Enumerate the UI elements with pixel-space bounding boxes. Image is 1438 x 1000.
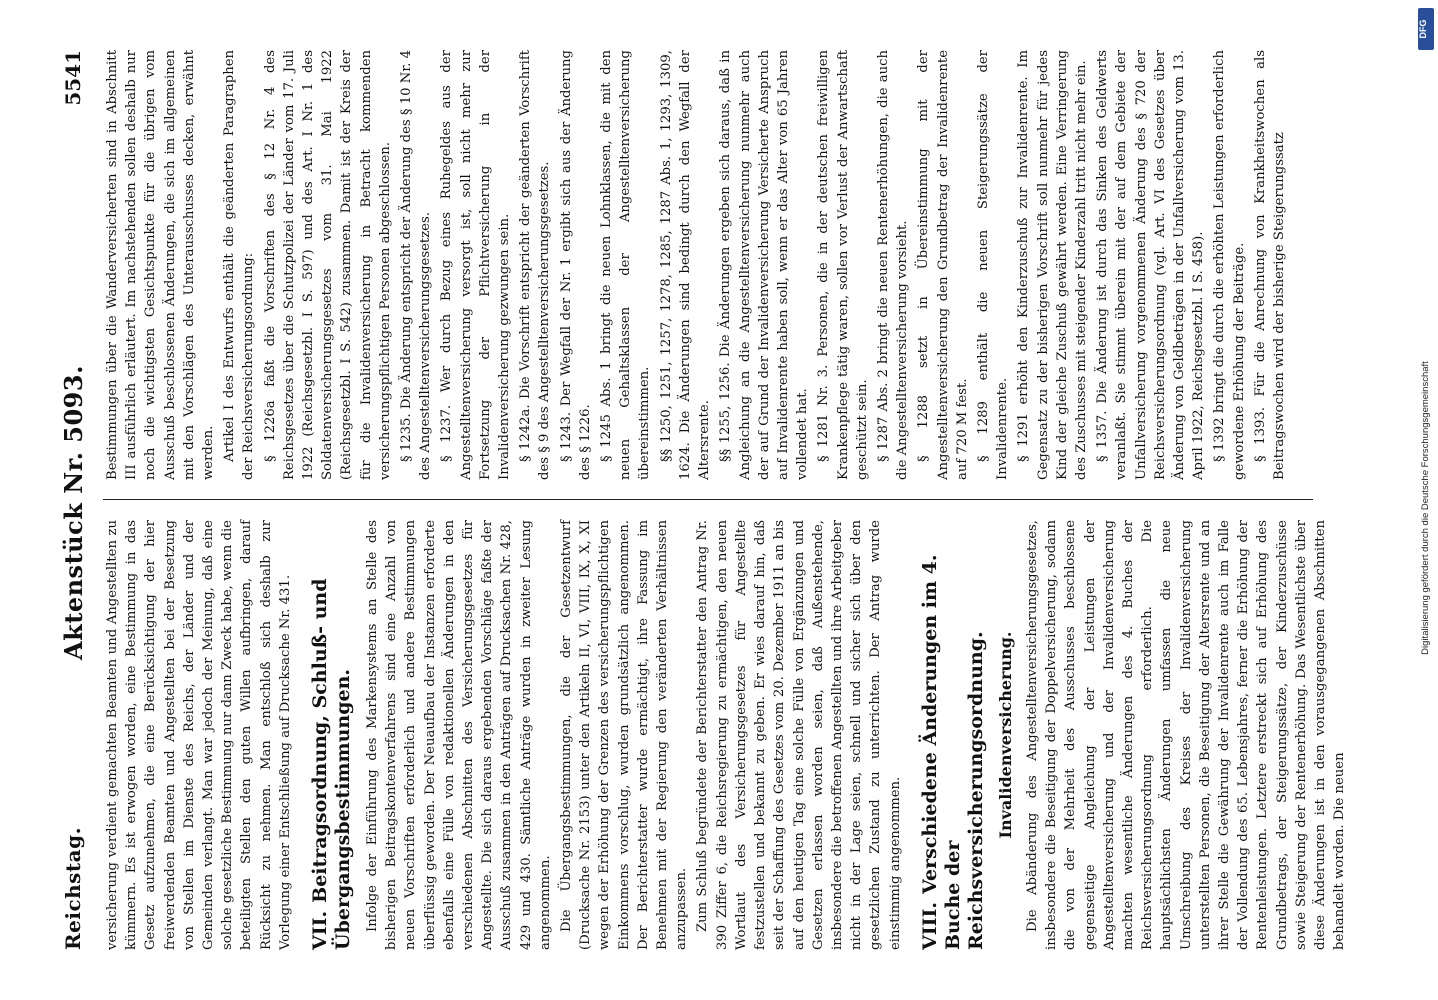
section-heading-viii [919,520,988,950]
left-column [103,520,1348,950]
dfg-logo [1418,8,1434,50]
header-left: Reichstag. [61,826,85,950]
paragraph: § 1392 bringt die durch die erhöhten Leistungen erforderlich gewordene Erhöhung der Beiträge. [1212,50,1247,480]
section-heading-vii [309,520,355,950]
paragraph: § 1245 Abs. 1 bringt die neuen Lohnklassen, die mit den neuen Gehaltsklassen der Angestelltenversicherung übereinstimmen. [599,50,653,480]
paragraph: § 1235. Die Änderung entspricht der Änderung des § 10 Nr. 4 des Angestelltenversicherungsgesetzes. [399,50,434,480]
page-number: 5541 [61,50,85,106]
paragraph: § 1242a. Die Vorschrift entspricht der geänderten Vorschrift des § 9 des Angestelltenversicherungsgesetzes. [518,50,553,480]
section-number: VIII. [918,901,941,950]
section-title: Verschiedene Änderungen im 4. Buche der Reichsversicherungsordnung. [918,554,987,950]
paragraph: § 1226a faßt die Vorschriften des § 12 Nr. 4 des Reichsgesetzes über die Schutzpolizei der Länder vom 17. Juli 1922 (Reichsgesetzbl. I S. 597) und des Art. I Nr. 1 des Soldatenversicherungsgesetzes vom 31. Mai 1922 (Reichsgesetzbl. I S. 542) zusammen. Damit ist der Kreis der für die Invalidenversicherung in Betracht kommenden versicherungspflichtigen Personen abgeschlossen. [262,50,393,480]
paragraph: Infolge der Einführung des Markensystems an Stelle des bisherigen Beitragskontenverfahrens sind eine Anzahl von neuen Vorschriften erforderlich und andere Bestimmungen überflüssig geworden. Der Neuaufbau der Instanzen erforderte ebenfalls eine Fülle von redaktionellen Änderungen in den verschiedenen Abschnitten des Versicherungsgesetzes für Angestellte. Die sich daraus ergebenden Vorschläge faßte der Ausschuß zusammen in den Anträgen auf Drucksachen Nr. 428, 429 und 430. Sämtliche Anträge wurden in zweiter Lesung angenommen. [365,520,553,950]
paragraph: Artikel I des Entwurfs enthält die geänderten Paragraphen der Reichsversicherungsordnung: [222,50,257,480]
paragraph: § 1393. Für die Anrechnung von Krankheitswochen als Beitragswochen wird der bisherige Steigerungssatz [1252,50,1287,480]
paragraph: §§ 1255, 1256. Die Änderungen ergeben sich daraus, daß in Angleichung an die Angestelltenversicherung nunmehr auch der auf Grund der Invalidenversicherung Versicherte Anspruch auf Invalidenrente haben soll, wenn er das Alter von 65 Jahren vollendet hat. [718,50,811,480]
header-title: Aktenstück Nr. 5093. [59,365,88,660]
paragraph: § 1237. Wer durch Bezug eines Ruhegeldes aus der Angestelltenversicherung versorgt ist, soll nicht mehr zur Fortsetzung der Pflichtversicherung in der Invalidenversicherung gezwungen sein. [439,50,513,480]
paragraph: Bestimmungen über die Wanderversicherten sind in Abschnitt III ausführlich erläutert. Im nachstehenden sollen deshalb nur noch die wichtigsten Gesichtspunkte für die übrigen vom Ausschuß beschlossenen Änderungen, die sich im allgemeinen mit den Vorschlägen des Unterausschusses decken, erwähnt werden. [105,50,217,480]
paragraph: § 1243. Der Wegfall der Nr. 1 ergibt sich aus der Änderung des § 1226. [558,50,593,480]
section-title: Beitragsordnung, Schluß- und Übergangsbestimmungen. [309,578,355,950]
right-column [103,50,1343,480]
paragraph: § 1281 Nr. 3. Personen, die in der deutschen freiwilligen Krankenpflege tätig waren, sollen vor Verlust der Anwartschaft geschützt sein. [816,50,870,480]
paragraph: § 1287 Abs. 2 bringt die neuen Rentenerhöhungen, die auch die Angestelltenversicherung vorsieht. [875,50,911,480]
paragraph: versicherung verdient gemachten Beamten und Angestellten zu kümmern. Es ist erwogen worden, eine Bestimmung in das Gesetz aufzunehmen, die eine Berücksichtigung der hier freiwerdenden Beamten und Angestellten bei der Besetzung von Stellen im Dienste des Reichs, der Länder und der Gemeinden verlangt. Man war jedoch der Meinung, daß eine solche gesetzliche Bestimmung nur dann Zweck habe, wenn die beteiligten Stellen den guten Willen aufbringen, darauf Rücksicht zu nehmen. Man entschloß sich deshalb zur Vorlegung einer Entschließung auf Drucksache Nr. 431. [105,520,293,950]
funding-caption [1418,110,1438,890]
paragraph: § 1357. Die Änderung ist durch das Sinken des Geldwerts veranlaßt. Sie stimmt überein mit der auf dem Gebiete der Unfallversicherung vorgenommenen Änderung des § 720 der Reichsversicherungsordnung (vgl. Art. VI des Gesetzes über Änderung von Geldbeträgen in der Unfallversicherung vom 13. April 1922, Reichsgesetzbl. I S. 458). [1095,50,1207,480]
paragraph: § 1291 erhöht den Kinderzuschuß zur Invalidenrente. Im Gegensatz zu der bisherigen Vorschrift soll nunmehr für jedes Kind der gleiche Zuschuß gewährt werden. Eine Verringerung des Zuschusses mit steigender Kinderzahl tritt nicht mehr ein. [1016,50,1089,480]
paragraph: § 1288 setzt in Übereinstimmung mit der Angestelltenversicherung den Grundbetrag der Invalidenrente auf 720 M fest. [916,50,970,480]
funding-caption-text: Digitalisierung gefördert durch die Deutsche Forschungsgemeinschaft [1420,361,1431,655]
subsection-heading: Invalidenversicherung. [995,631,1015,839]
paragraph: Die Abänderung des Angestelltenversicherungsgesetzes, insbesondere die Beseitigung der Doppelversicherung, sodann die von der Mehrheit des Ausschusses beschlossene gegenseitige Angleichung der Leistungen der Angestelltenversicherung und der Invalidenversicherung machten wesentliche Änderungen des 4. Buches der Reichsversicherungsordnung erforderlich. Die hauptsächlichsten Änderungen umfassen die neue Umschreibung des Kreises der Invalidenversicherung unterstellten Personen, die Beseitigung der Altersrente und an ihrer Stelle die Gewährung der Invalidenrente auch im Falle der Vollendung des 65. Lebensjahres, ferner die Erhöhung der Rentenleistungen. Letztere erstreckt sich auf Erhöhung des Grundbetrags, der Steigerungssätze, der Kinderzuschüsse sowie Steigerung der Rentenerhöhung. Das Wesentlichste über diese Änderungen ist in den vorausgegangenen Abschnitten behandelt worden. Die neuen [1024,520,1348,950]
paragraph: Die Übergangsbestimmungen, die der Gesetzentwurf (Drucksache Nr. 2153) unter den Artikeln II, VI, VIII, IX, X, XI wegen der Erhöhung der Grenzen des versicherungspflichtigen Einkommens vorschlug, wurden grundsätzlich angenommen. Der Berichterstatter wurde ermächtigt, ihre Fassung im Benehmen mit der Regierung den veränderten Verhältnissen anzupassen. [559,520,690,950]
page-header [55,50,97,950]
rotated-page-content [55,50,1355,950]
paragraph: § 1289 enthält die neuen Steigerungssätze der Invalidenrente. [975,50,1011,480]
paragraph: Zum Schluß begründete der Berichterstatter den Antrag Nr. 390 Ziffer 6, die Reichsregierung zu ermächtigen, den neuen Wortlaut des Versicherungsgesetzes für Angestellte festzustellen und bekannt zu geben. Er wies darauf hin, daß seit der Schaffung des Gesetzes vom 20. Dezember 1911 an bis auf den heutigen Tag eine solche Fülle von Ergänzungen und Gesetzen erlassen worden seien, daß Außenstehende, insbesondere die betroffenen Angestellten und ihre Arbeitgeber nicht in der Lage seien, schnell und sicher sich über den gesetzlichen Zustand zu unterrichten. Der Antrag wurde einstimmig angenommen. [695,520,903,950]
section-number: VII. [309,910,332,950]
column-divider [103,499,1313,500]
dfg-logo-text: DFG [1418,19,1428,39]
paragraph: §§ 1250, 1251, 1257, 1278, 1285, 1287 Abs. 1, 1293, 1309, 1624. Die Änderungen sind bedingt durch den Wegfall der Altersrente. [658,50,713,480]
